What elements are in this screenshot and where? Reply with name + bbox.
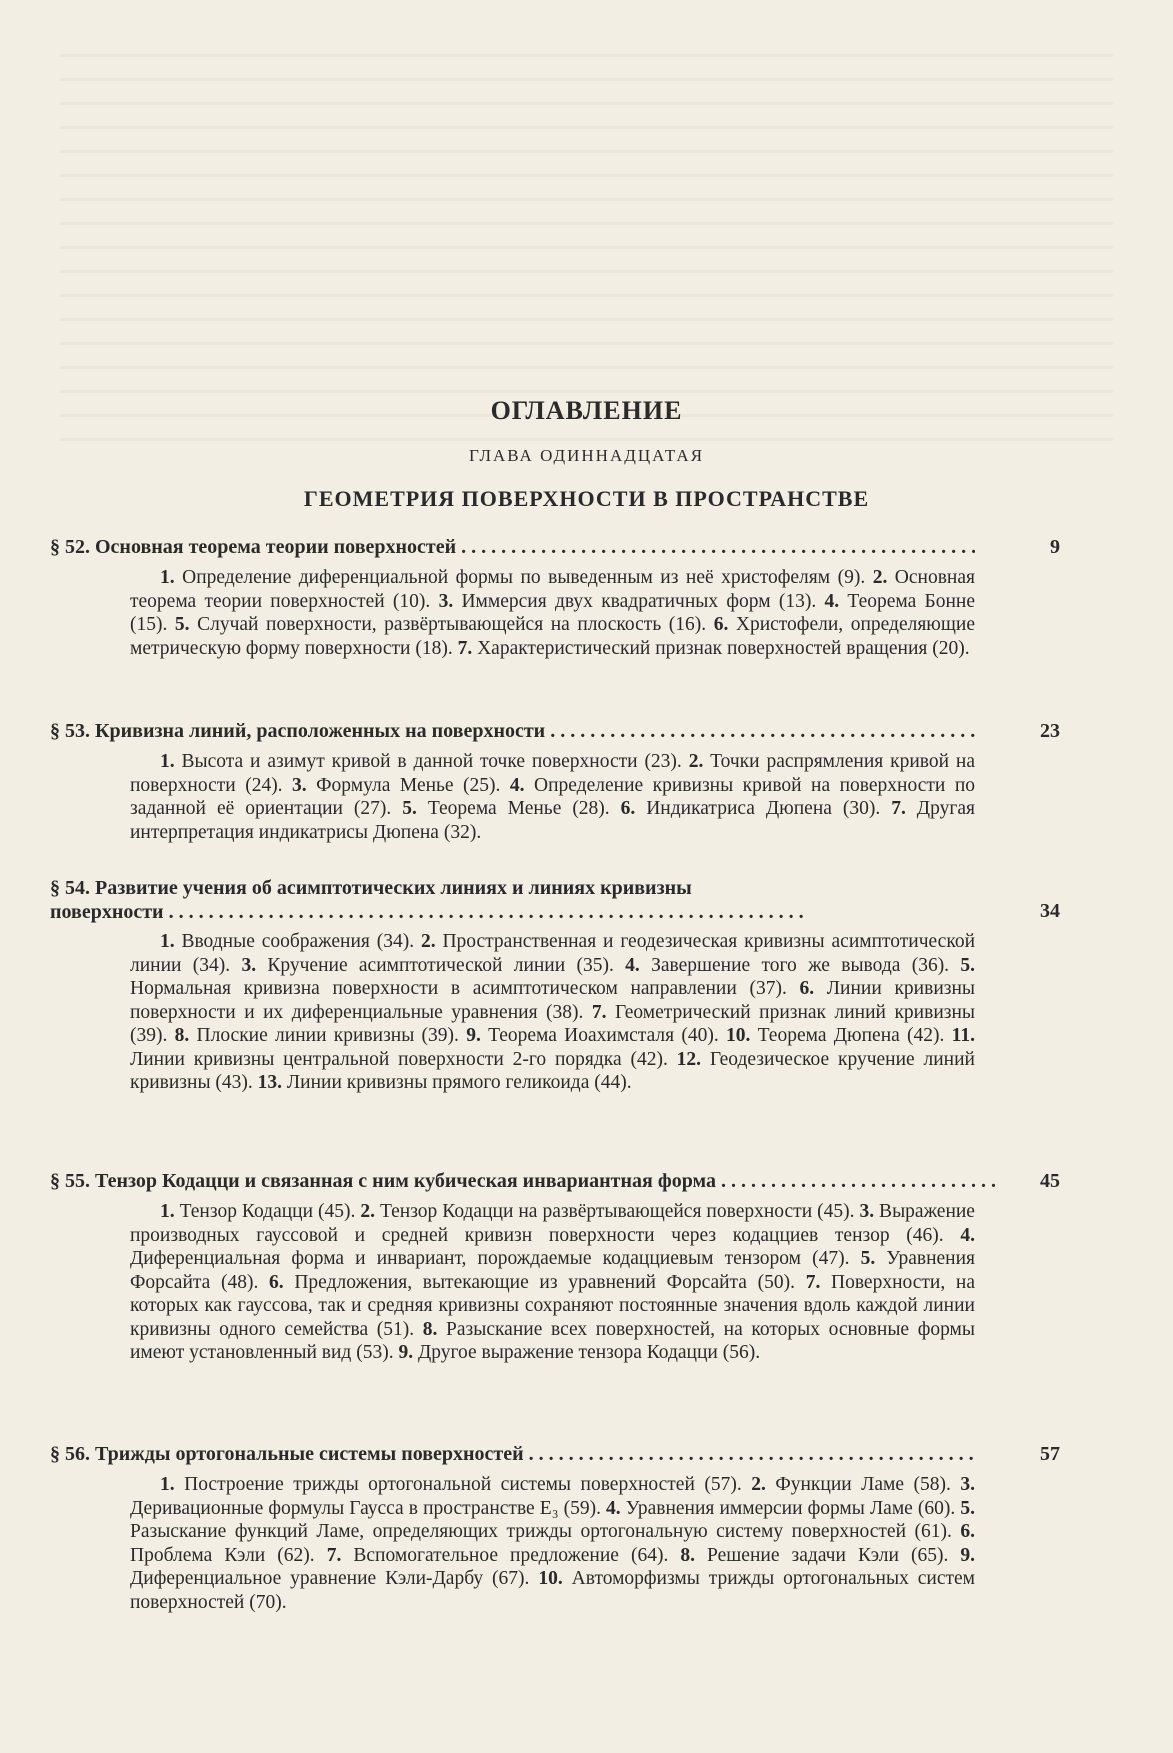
toc-section-55 — [50, 1170, 1090, 1365]
chapter-title: ГЕОМЕТРИЯ ПОВЕРХНОСТИ В ПРОСТРАНСТВЕ — [303, 486, 870, 511]
section-heading — [50, 1170, 1090, 1196]
section-subsections: 1. Высота и азимут кривой в данной точке поверхности (23). 2. Точки распрямления кривой на поверхности (24). 3. Формула Менье (25). 4. Определение кривизны кривой на поверхности по заданной её ориентации (27). 5. Теорема Менье (28). 6. Индикатриса Дюпена (30). 7. Другая интерпретация индикатрисы Дюпена (32). — [130, 751, 976, 843]
section-subsections: 1. Тензор Кодацци (45). 2. Тензор Кодацци на развёртывающейся поверхности (45). 3. Выражение производных гауссовой и средней кривизн поверхности через кодацциев тензор (46). 4. Диференциальная форма и инвариант, порождаемые кодацциевым тензором (47). 5. Уравнения Форсайта (48). 6. Предложения, вытекающие из уравнений Форсайта (50). 7. Поверхности, на которых как гауссова, так и средняя кривизны сохраняют постоянные значения вдоль каждой линии кривизны одного семейства (51). 8. Разыскание всех поверхностей, на которых основные формы имеют установленный вид (53). 9. Другое выражение тензора Кодацци (56). — [130, 1201, 976, 1363]
section-title-text: Основная теорема теории поверхностей — [95, 536, 457, 558]
section-subsections: 1. Определение диференциальной формы по выведенным из неё христофелям (9). 2. Основная теорема теории поверхностей (10). 3. Иммерсия двух квадратичных форм (13). 4. Теорема Бонне (15). 5. Случай поверхности, развёртывающейся на плоскость (16). 6. Христофели, определяющие метрическую форму поверхности (18). 7. Характеристический признак поверхностей вращения (20). — [130, 567, 975, 659]
section-number: § 55. — [50, 1170, 90, 1192]
section-title[interactable] — [50, 536, 975, 559]
section-title[interactable] — [50, 876, 975, 924]
section-title-text: Кривизна линий, расположенных на поверхности — [95, 720, 546, 742]
section-page-number: 23 — [1040, 720, 1060, 742]
section-title[interactable] — [50, 1170, 995, 1193]
section-page-number: 34 — [1040, 900, 1060, 922]
section-title-text: Развитие учения об асимптотических линиях и линиях кривизны — [95, 877, 692, 899]
section-title[interactable] — [50, 1443, 975, 1466]
section-number: § 53. — [50, 720, 90, 742]
section-title-text: Трижды ортогональные системы поверхностей — [95, 1443, 524, 1465]
section-title-continuation: поверхности . . . — [50, 900, 975, 924]
section-subsections: 1. Построение трижды ортогональной системы поверхностей (57). 2. Функции Ламе (58). 3. Деривационные формулы Гаусса в пространстве E₃ (59). 4. Уравнения иммерсии формы Ламе (60). 5. Разыскание функций Ламе, определяющих трижды ортогональную систему поверхностей (61). 6. Проблема Кэли (62). 7. Вспомогательное предложение (64). 8. Решение задачи Кэли (65). 9. Диференциальное уравнение Кэли-Дарбу (67). 10. Автоморфизмы трижды ортогональных систем поверхностей (70). — [130, 1474, 976, 1613]
toc-section-56 — [50, 1443, 1090, 1614]
section-page-number: 57 — [1040, 1443, 1060, 1465]
section-title-text: Тензор Кодацци и связанная с ним кубическая инвариантная форма — [95, 1170, 716, 1192]
toc-title: ОГЛАВЛЕНИЕ — [490, 396, 683, 425]
section-heading — [50, 1443, 1090, 1469]
chapter-label: ГЛАВА ОДИННАДЦАТАЯ — [468, 446, 705, 465]
toc-section-52 — [50, 536, 1090, 660]
section-subsections: 1. Вводные соображения (34). 2. Пространственная и геодезическая кривизны асимптотической линии (34). 3. Кручение асимптотической линии (35). 4. Завершение того же вывода (36). 5. Нормальная кривизна поверхности в асимптотическом направлении (37). 6. Линии кривизны поверхности и их диференциальные уравнения (38). 7. Геометрический признак линий кривизны (39). 8. Плоские линии кривизны (39). 9. Теорема Иоахимсталя (40). 10. Теорема Дюпена (42). 11. Линии кривизны центральной поверхности 2-го порядка (42). 12. Геодезическое кручение линий кривизны (43). 13. Линии кривизны прямого геликоида (44). — [130, 931, 976, 1093]
section-heading — [50, 720, 1090, 746]
section-page-number: 9 — [1050, 536, 1060, 558]
toc-section-54 — [50, 876, 1090, 1095]
section-number: § 54. — [50, 877, 90, 899]
section-heading — [50, 876, 1090, 926]
toc-section-53 — [50, 720, 1090, 844]
section-page-number: 45 — [1040, 1170, 1060, 1192]
section-number: § 56. — [50, 1443, 90, 1465]
section-title[interactable] — [50, 720, 975, 743]
section-heading — [50, 536, 1090, 562]
section-number: § 52. — [50, 536, 90, 558]
